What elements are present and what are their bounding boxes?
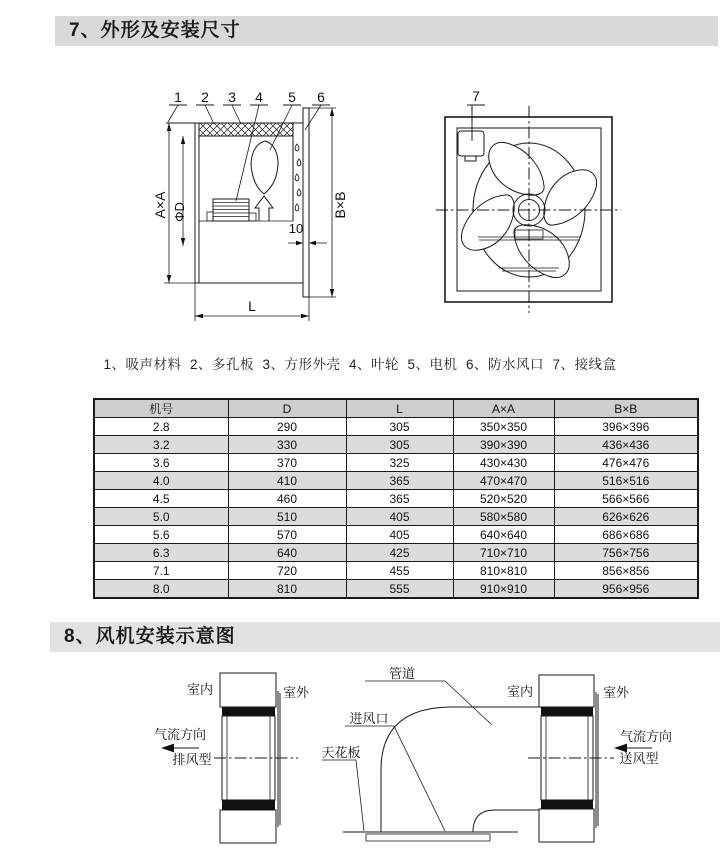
callout-6: 6: [317, 89, 325, 105]
label-duct: 管道: [388, 666, 416, 681]
table-cell: 4.0: [94, 472, 228, 490]
table-cell: 390×390: [453, 436, 554, 454]
table-header-row: [94, 399, 698, 418]
dim-phid-label: ΦD: [172, 202, 187, 222]
table-cell: 8.0: [94, 580, 228, 599]
col-header-model: 机号: [94, 399, 228, 418]
exhaust-type-diagram: [154, 673, 310, 843]
table-cell: 640: [228, 544, 346, 562]
label-ceiling: 天花板: [321, 745, 361, 760]
table-cell: 430×430: [453, 454, 554, 472]
table-row: [94, 490, 698, 508]
table-row: [94, 580, 698, 599]
table-cell: 405: [346, 526, 453, 544]
label-outdoor-left: 室外: [282, 685, 310, 700]
table-cell: 330: [228, 436, 346, 454]
table-cell: 566×566: [554, 490, 698, 508]
table-cell: 305: [346, 418, 453, 436]
label-indoor-right: 室内: [506, 684, 534, 699]
col-header-l: L: [346, 399, 453, 418]
front-view: [436, 88, 621, 313]
wall-brick-bottom-right: [539, 809, 594, 842]
dim-ten-label: 10: [288, 221, 304, 236]
callout-3: 3: [228, 89, 236, 105]
table-cell: 6.3: [94, 544, 228, 562]
col-header-d: D: [228, 399, 346, 418]
table-cell: 5.0: [94, 508, 228, 526]
table-cell: 720: [228, 562, 346, 580]
dim-l-label: L: [248, 298, 256, 314]
fan-base-plate: [366, 834, 490, 841]
mounting-flange: [303, 108, 309, 297]
table-cell: 516×516: [554, 472, 698, 490]
table-cell: 3.6: [94, 454, 228, 472]
fan-frame-top-right: [541, 707, 593, 716]
table-row: [94, 526, 698, 544]
ceiling-leader: [322, 760, 364, 831]
fan-frame-bottom: [222, 800, 275, 810]
table-cell: 365: [346, 490, 453, 508]
table-cell: 470×470: [453, 472, 554, 490]
dim-bxb: [309, 108, 348, 297]
table-cell: 555: [346, 580, 453, 599]
table-cell: 5.6: [94, 526, 228, 544]
outdoor-cover-panel: [278, 691, 280, 827]
callout-4: 4: [255, 89, 263, 105]
table-row: [94, 544, 698, 562]
impeller-blade: [251, 141, 278, 194]
table-cell: 396×396: [554, 418, 698, 436]
section-7-header: [55, 16, 718, 46]
callout-1: 1: [174, 89, 182, 105]
table-row: [94, 436, 698, 454]
table-cell: 365: [346, 472, 453, 490]
table-cell: 7.1: [94, 562, 228, 580]
table-cell: 956×956: [554, 580, 698, 599]
inlet-leader: [345, 726, 445, 831]
table-cell: 626×626: [554, 508, 698, 526]
table-row: [94, 562, 698, 580]
label-airflow-left: 气流方向: [153, 727, 207, 742]
table-cell: 476×476: [554, 454, 698, 472]
wall-brick-top: [220, 673, 276, 707]
table-cell: 405: [346, 508, 453, 526]
junction-box: [458, 88, 485, 161]
table-cell: 2.8: [94, 418, 228, 436]
parts-caption: 1、吸声材料 2、多孔板 3、方形外壳 4、叶轮 5、电机 6、防水风口 7、接线盒: [103, 357, 617, 372]
section-7-title: 7、外形及安装尺寸: [69, 20, 241, 41]
table-cell: 756×756: [554, 544, 698, 562]
table-cell: 425: [346, 544, 453, 562]
table-row: [94, 472, 698, 490]
table-cell: 3.2: [94, 436, 228, 454]
section-8-header: [50, 622, 720, 652]
installation-diagram-figure: [0, 655, 720, 868]
table-cell: 436×436: [554, 436, 698, 454]
table-cell: 520×520: [453, 490, 554, 508]
sound-absorbing-layer: [199, 123, 293, 136]
impeller-shaft: [255, 196, 273, 221]
table-cell: 856×856: [554, 562, 698, 580]
callout-7: 7: [472, 88, 480, 104]
wall-brick-top-right: [539, 675, 594, 707]
outdoor-cover-panel-right: [596, 692, 598, 828]
table-cell: 686×686: [554, 526, 698, 544]
dim-l: [195, 283, 309, 321]
callout-2: 2: [201, 89, 209, 105]
table-cell: 305: [346, 436, 453, 454]
col-header-axa: A×A: [453, 399, 554, 418]
table-row: [94, 418, 698, 436]
table-cell: 570: [228, 526, 346, 544]
water-droplets: [295, 144, 301, 211]
duct-outer-curve: [381, 707, 541, 832]
fan-frame-top: [222, 707, 275, 716]
duct-inner-curve: [473, 810, 539, 832]
label-exhaust-type: 排风型: [172, 752, 212, 767]
side-section-view: [152, 89, 348, 321]
table-cell: 325: [346, 454, 453, 472]
table-cell: 710×710: [453, 544, 554, 562]
table-cell: 810: [228, 580, 346, 599]
table-row: [94, 454, 698, 472]
dim-bxb-label: B×B: [332, 191, 348, 219]
callout-5: 5: [288, 89, 296, 105]
label-outdoor-right: 室外: [602, 685, 630, 700]
motor: [207, 199, 256, 221]
table-row: [94, 508, 698, 526]
table-cell: 4.5: [94, 490, 228, 508]
label-supply-type: 送风型: [619, 751, 659, 766]
label-airflow-right: 气流方向: [619, 729, 673, 744]
table-cell: 580×580: [453, 508, 554, 526]
table-cell: 510: [228, 508, 346, 526]
table-cell: 410: [228, 472, 346, 490]
fan-frame-bottom-right: [541, 800, 593, 809]
label-inlet: 进风口: [349, 711, 389, 726]
wall-brick-bottom: [220, 810, 276, 843]
table-cell: 370: [228, 454, 346, 472]
dimension-drawing-figure: [0, 55, 720, 345]
label-indoor-left: 室内: [186, 682, 214, 697]
dim-axa-label: A×A: [152, 191, 168, 219]
supply-type-diagram: [507, 675, 672, 842]
col-header-bxb: B×B: [554, 399, 698, 418]
section-8-title: 8、风机安装示意图: [64, 626, 236, 647]
table-cell: 290: [228, 418, 346, 436]
dim-ten: [288, 221, 327, 245]
table-cell: 455: [346, 562, 453, 580]
dimension-table: [93, 398, 699, 599]
table-cell: 910×910: [453, 580, 554, 599]
callout-numbers: [168, 89, 330, 201]
table-cell: 460: [228, 490, 346, 508]
table-cell: 640×640: [453, 526, 554, 544]
table-cell: 810×810: [453, 562, 554, 580]
table-cell: 350×350: [453, 418, 554, 436]
dim-phid: [172, 136, 187, 246]
